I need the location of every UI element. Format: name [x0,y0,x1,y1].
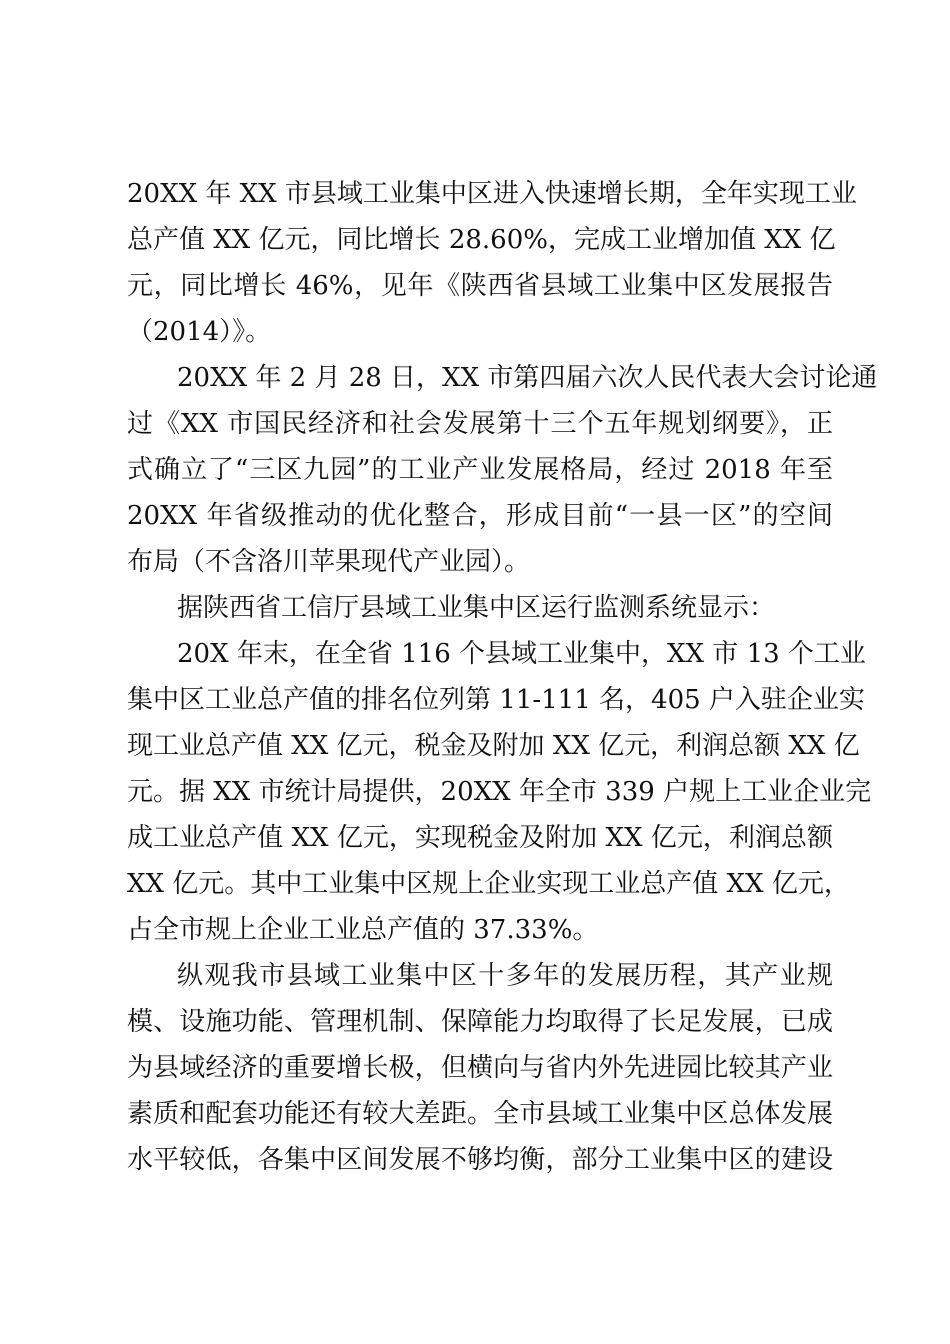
text-line: 元。据 XX 市统计局提供，20XX 年全市 339 户规上工业企业完 [127,777,872,807]
text-line: 元，同比增长 46%，见年《陕西省县域工业集中区发展报告 [127,271,833,301]
text-line: 据陕西省工信厅县域工业集中区运行监测系统显示： [177,593,776,623]
text-line: 现工业总产值 XX 亿元，税金及附加 XX 亿元，利润总额 XX 亿 [127,731,860,761]
text-line: 纵观我市县域工业集中区十多年的发展历程，其产业规 [177,961,833,991]
text-line: 占全市规上企业工业总产值的 37.33%。 [127,915,599,945]
text-line: 素质和配套功能还有较大差距。全市县域工业集中区总体发展 [127,1099,833,1129]
text-line: 过《XX 市国民经济和社会发展第十三个五年规划纲要》，正 [127,409,833,439]
text-line: 20X 年末，在全省 116 个县域工业集中，XX 市 13 个工业 [177,639,866,669]
text-line: 总产值 XX 亿元，同比增长 28.60%，完成工业增加值 XX 亿 [127,225,836,255]
text-line: 集中区工业总产值的排名位列第 11-111 名，405 户入驻企业实 [127,685,865,715]
text-line: 成工业总产值 XX 亿元，实现税金及附加 XX 亿元，利润总额 [127,823,833,853]
text-line: （2014）》。 [127,317,272,347]
text-line: XX 亿元。其中工业集中区规上企业实现工业总产值 XX 亿元， [127,869,850,899]
text-line: 20XX 年 XX 市县域工业集中区进入快速增长期，全年实现工业 [127,179,857,209]
text-line: 20XX 年 2 月 28 日，XX 市第四届六次人民代表大会讨论通 [177,363,878,393]
text-line: 为县域经济的重要增长极，但横向与省内外先进园比较其产业 [127,1053,833,1083]
text-line: 水平较低，各集中区间发展不够均衡，部分工业集中区的建设 [127,1145,833,1175]
text-line: 布局（不含洛川苹果现代产业园）。 [127,547,531,577]
text-line: 模、设施功能、管理机制、保障能力均取得了长足发展，已成 [127,1007,833,1037]
text-line: 20XX 年省级推动的优化整合，形成目前“一县一区”的空间 [127,501,833,531]
text-line: 式确立了“三区九园”的工业产业发展格局，经过 2018 年至 [127,455,833,485]
